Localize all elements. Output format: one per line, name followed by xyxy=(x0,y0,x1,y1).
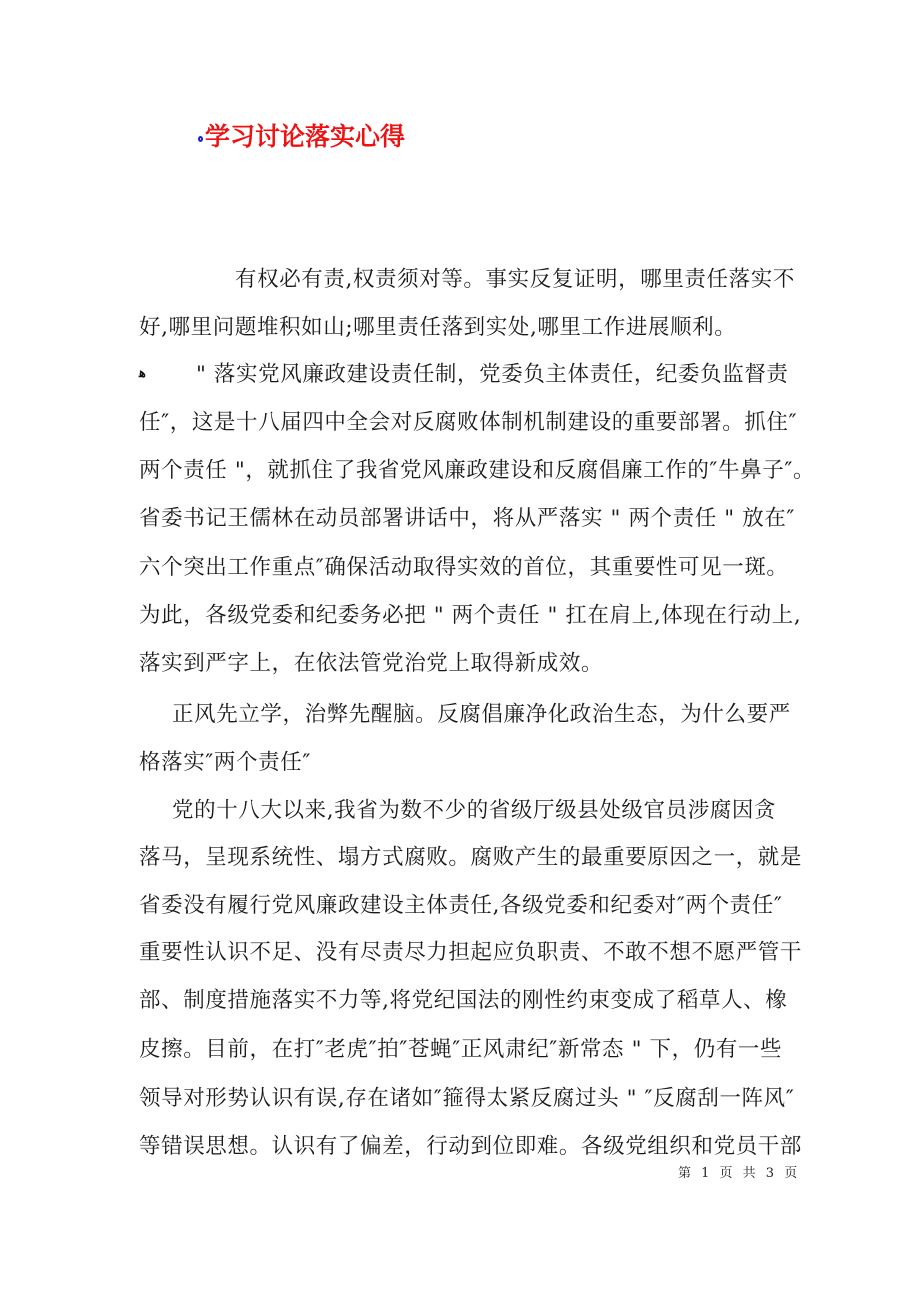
page-number-footer: 第 1 页 共 3 页 xyxy=(678,1166,801,1181)
paragraph-line: 两个责任 "，就抓住了我省党风廉政建设和反腐倡廉工作的″牛鼻子″。 xyxy=(139,458,816,483)
paragraph-line: " 落实党风廉政建设责任制，党委负主体责任，纪委负监督责 xyxy=(196,362,789,387)
paragraph-line: 有权必有责,权责须对等。事实反复证明，哪里责任落实不 xyxy=(235,267,795,292)
paragraph-line: 任″，这是十八届四中全会对反腐败体制机制建设的重要部署。抓住″ xyxy=(139,410,798,435)
bullet-marker-icon xyxy=(198,136,203,142)
paragraph-line: 省委没有履行党风廉政建设主体责任,各级党委和纪委对″两个责任″ xyxy=(139,893,783,918)
paragraph-line: 部、制度措施落实不力等,将党纪国法的刚性约束变成了稻草人、橡 xyxy=(139,988,788,1013)
paragraph-line: 省委书记王儒林在动员部署讲话中，将从严落实 " 两个责任 " 放在″ xyxy=(139,506,796,531)
document-title xyxy=(198,118,405,152)
paragraph-line: 好,哪里问题堆积如山;哪里责任落到实处,哪里工作进展顺利。 xyxy=(139,315,737,340)
paragraph-line: 党的十八大以来,我省为数不少的省级厅级县处级官员涉腐因贪 xyxy=(172,798,777,823)
anchor-mark-icon: ﻫ xyxy=(139,366,146,381)
paragraph-line: 落实到严字上，在依法管党治党上取得新成效。 xyxy=(139,651,604,676)
paragraph-line: 六个突出工作重点″确保活动取得实效的首位，其重要性可见一斑。 xyxy=(139,555,789,580)
paragraph-line: 重要性认识不足、没有尽责尽力担起应负职责、不敢不想不愿严管干 xyxy=(139,940,803,965)
paragraph-line: 正风先立学，治弊先醒脑。反腐倡廉净化政治生态，为什么要严 xyxy=(172,702,791,727)
paragraph-line: 格落实″两个责任″ xyxy=(139,750,311,775)
paragraph-line: 落马，呈现系统性、塌方式腐败。腐败产生的最重要原因之一，就是 xyxy=(139,845,803,870)
paragraph-line: 为此，各级党委和纪委务必把 " 两个责任 " 扛在肩上,体现在行动上, xyxy=(139,603,802,628)
paragraph-line: 等错误思想。认识有了偏差，行动到位即难。各级党组织和党员干部 xyxy=(139,1134,803,1159)
document-title-text: 学习讨论落实心得 xyxy=(205,122,406,151)
paragraph-line: 皮擦。目前，在打″老虎″拍″苍蝇″正风肃纪″新常态 " 下，仍有一些 xyxy=(139,1037,783,1062)
paragraph-line: 领导对形势认识有误,存在诸如″箍得太紧反腐过头 " ″反腐刮一阵风″ xyxy=(139,1086,795,1111)
